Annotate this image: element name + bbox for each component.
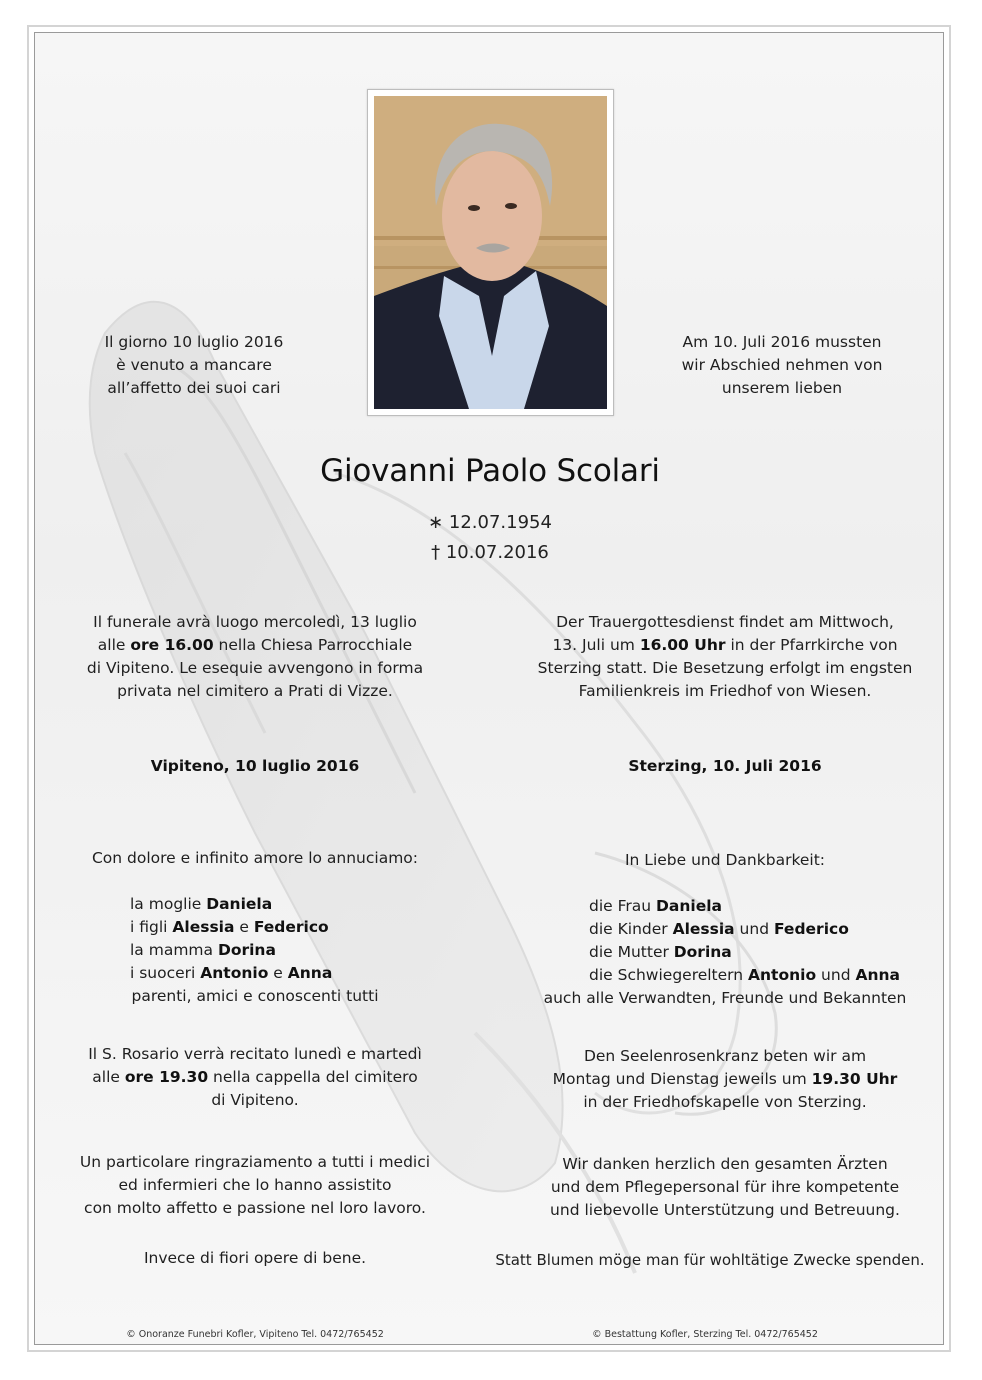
rosary-german bbox=[515, 1045, 935, 1114]
text: die Frau bbox=[589, 897, 657, 915]
name: Anna bbox=[855, 966, 900, 984]
place-date-german: Sterzing, 10. Juli 2016 bbox=[628, 757, 822, 775]
deceased-name: Giovanni Paolo Scolari bbox=[320, 453, 660, 489]
text: 13. Juli um bbox=[552, 636, 640, 654]
portrait-photo bbox=[374, 96, 607, 409]
place-date-italian: Vipiteno, 10 luglio 2016 bbox=[150, 757, 360, 775]
birth-date-line bbox=[35, 509, 944, 537]
name: Dorina bbox=[673, 943, 732, 961]
intro-it-line: Il giorno 10 luglio 2016 bbox=[104, 333, 284, 351]
death-cross-icon: † bbox=[431, 542, 441, 563]
name: Dorina bbox=[217, 941, 276, 959]
text: und bbox=[816, 966, 856, 984]
rosary-de-line bbox=[515, 1068, 935, 1091]
thanks-italian bbox=[45, 1151, 465, 1220]
funeral-time-it: ore 16.00 bbox=[130, 636, 214, 654]
funeral-de-line: Sterzing statt. Die Besetzung erfolgt im engsten bbox=[537, 659, 913, 677]
rosary-it-line: di Vipiteno. bbox=[211, 1091, 299, 1109]
birth-asterisk-icon: ∗ bbox=[428, 512, 444, 533]
thanks-de-line: und liebevolle Unterstützung und Betreuung. bbox=[550, 1201, 900, 1219]
text: die Kinder bbox=[589, 920, 673, 938]
rosary-it-line bbox=[45, 1066, 465, 1089]
name: Federico bbox=[253, 918, 329, 936]
funeral-it-line: Il funerale avrà luogo mercoledì, 13 luglio bbox=[93, 613, 417, 631]
family-member bbox=[45, 916, 465, 939]
text: e bbox=[234, 918, 254, 936]
text: alle bbox=[97, 636, 131, 654]
announcement-german: In Liebe und Dankbarkeit: bbox=[624, 851, 826, 869]
family-member bbox=[515, 964, 935, 987]
portrait-frame bbox=[367, 89, 614, 416]
death-date: 10.07.2016 bbox=[445, 542, 549, 563]
text: la moglie bbox=[130, 895, 207, 913]
text: e bbox=[268, 964, 288, 982]
name: Daniela bbox=[656, 897, 722, 915]
name: Antonio bbox=[200, 964, 269, 982]
intro-de-line: wir Abschied nehmen von bbox=[681, 356, 883, 374]
rosary-de-line: Den Seelenrosenkranz beten wir am bbox=[583, 1047, 867, 1065]
thanks-it-line: Un particolare ringraziamento a tutti i medici bbox=[79, 1153, 431, 1171]
name: Daniela bbox=[206, 895, 273, 913]
text: i suoceri bbox=[130, 964, 201, 982]
funeral-de-line: Der Trauergottesdienst findet am Mittwoch, bbox=[556, 613, 894, 631]
family-german bbox=[515, 895, 935, 1010]
text: nella Chiesa Parrocchiale bbox=[213, 636, 413, 654]
funeral-it-line: privata nel cimitero a Prati di Vizze. bbox=[117, 682, 393, 700]
family-member bbox=[515, 918, 935, 941]
funeral-de-line bbox=[515, 634, 935, 657]
text: in der Pfarrkirche von bbox=[725, 636, 898, 654]
notice-card bbox=[34, 32, 944, 1345]
rosary-time-it: ore 19.30 bbox=[124, 1068, 209, 1086]
rosary-time-de: 19.30 Uhr bbox=[811, 1070, 898, 1088]
text: die Mutter bbox=[589, 943, 674, 961]
death-date-line bbox=[35, 539, 944, 567]
name: Federico bbox=[773, 920, 849, 938]
announcement-italian: Con dolore e infinito amore lo annuciamo: bbox=[91, 849, 419, 867]
funeral-it-line bbox=[45, 634, 465, 657]
text: alle bbox=[92, 1068, 125, 1086]
text: nella cappella del cimitero bbox=[208, 1068, 418, 1086]
birth-date: 12.07.1954 bbox=[448, 512, 552, 533]
intro-italian bbox=[69, 331, 319, 400]
funeral-german bbox=[515, 611, 935, 703]
rosary-de-line: in der Friedhofskapelle von Sterzing. bbox=[583, 1093, 867, 1111]
name: Antonio bbox=[748, 966, 817, 984]
family-italian bbox=[45, 893, 465, 1008]
flowers-german: Statt Blumen möge man für wohltätige Zwecke spenden. bbox=[495, 1251, 925, 1269]
intro-de-line: Am 10. Juli 2016 mussten bbox=[682, 333, 882, 351]
flowers-italian: Invece di fiori opere di bene. bbox=[143, 1249, 367, 1267]
family-member bbox=[45, 962, 465, 985]
funeral-de-line: Familienkreis im Friedhof von Wiesen. bbox=[578, 682, 872, 700]
funeral-it-line: di Vipiteno. Le esequie avvengono in forma bbox=[86, 659, 424, 677]
thanks-it-line: con molto affetto e passione nel loro lavoro. bbox=[84, 1199, 426, 1217]
rosary-it-line: Il S. Rosario verrà recitato lunedì e martedì bbox=[88, 1045, 422, 1063]
text: die Schwiegereltern bbox=[589, 966, 749, 984]
intro-it-line: all’affetto dei suoi cari bbox=[107, 379, 281, 397]
text: la mamma bbox=[130, 941, 218, 959]
text: und bbox=[734, 920, 774, 938]
thanks-de-line: Wir danken herzlich den gesamten Ärzten bbox=[562, 1155, 888, 1173]
funeral-italian bbox=[45, 611, 465, 703]
intro-german bbox=[657, 331, 907, 400]
family-others: auch alle Verwandten, Freunde und Bekannten bbox=[543, 989, 907, 1007]
text: Montag und Dienstag jeweils um bbox=[552, 1070, 812, 1088]
text: i figli bbox=[130, 918, 173, 936]
thanks-it-line: ed infermieri che lo hanno assistito bbox=[118, 1176, 392, 1194]
family-member bbox=[45, 939, 465, 962]
intro-de-line: unserem lieben bbox=[721, 379, 843, 397]
rosary-italian bbox=[45, 1043, 465, 1112]
family-others: parenti, amici e conoscenti tutti bbox=[131, 987, 379, 1005]
funeral-time-de: 16.00 Uhr bbox=[639, 636, 726, 654]
footer-german: © Bestattung Kofler, Sterzing Tel. 0472/765452 bbox=[592, 1329, 818, 1340]
name: Alessia bbox=[172, 918, 235, 936]
name: Alessia bbox=[672, 920, 735, 938]
intro-it-line: è venuto a mancare bbox=[116, 356, 272, 374]
thanks-de-line: und dem Pflegepersonal für ihre kompetente bbox=[550, 1178, 900, 1196]
name: Anna bbox=[287, 964, 333, 982]
family-member bbox=[45, 893, 465, 916]
footer-italian: © Onoranze Funebri Kofler, Vipiteno Tel. 0472/765452 bbox=[126, 1329, 384, 1340]
family-member bbox=[515, 895, 935, 918]
family-member bbox=[515, 941, 935, 964]
thanks-german bbox=[505, 1153, 944, 1222]
